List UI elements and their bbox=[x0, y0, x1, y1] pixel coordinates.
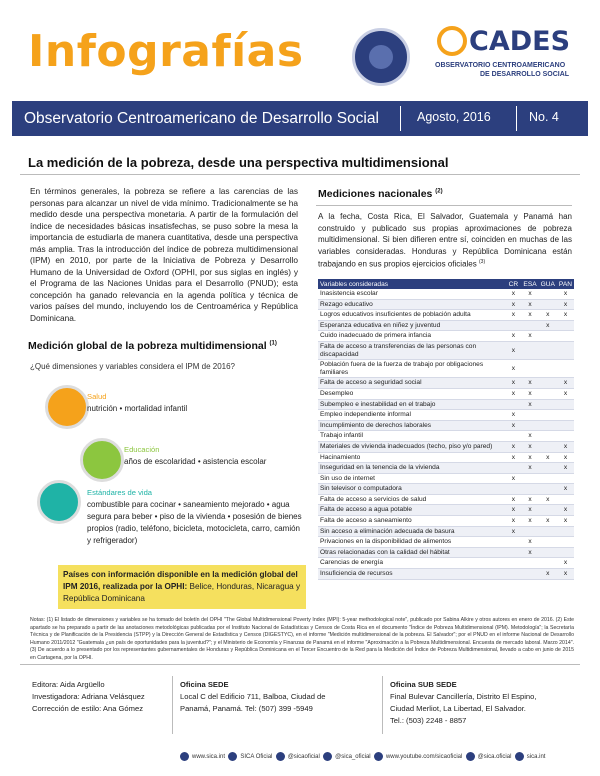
country-mark bbox=[505, 537, 521, 548]
country-mark bbox=[557, 526, 574, 537]
country-mark: x bbox=[557, 569, 574, 580]
table-header-cell: Variables consideradas bbox=[318, 279, 505, 289]
table-header-row bbox=[318, 279, 574, 289]
table-row bbox=[318, 320, 574, 331]
national-intro-sup: (3) bbox=[479, 259, 486, 265]
country-mark: x bbox=[505, 388, 521, 399]
country-mark: x bbox=[505, 452, 521, 463]
callout-text bbox=[63, 569, 303, 605]
national-divider bbox=[316, 205, 572, 206]
country-mark bbox=[539, 441, 557, 452]
variable-label: Sin acceso a eliminación adecuada de basura bbox=[318, 526, 505, 537]
country-mark: x bbox=[557, 516, 574, 527]
country-mark bbox=[505, 547, 521, 558]
sica-seal-icon bbox=[352, 28, 410, 86]
country-mark bbox=[557, 399, 574, 410]
country-mark: x bbox=[521, 299, 538, 310]
country-mark: x bbox=[557, 452, 574, 463]
social-link[interactable]: www.youtube.com/sicaoficial bbox=[374, 754, 462, 760]
variable-label: Sin uso de internet bbox=[318, 473, 505, 484]
country-mark bbox=[557, 341, 574, 359]
category-title-living-standards: Estándares de vida bbox=[87, 488, 153, 497]
country-mark bbox=[539, 547, 557, 558]
table-row bbox=[318, 399, 574, 410]
country-mark bbox=[521, 484, 538, 495]
country-mark: x bbox=[505, 360, 521, 378]
social-link[interactable]: sica.int bbox=[515, 754, 546, 760]
table-row bbox=[318, 420, 574, 431]
subsede-address-line: Ciudad Merliot, La Libertad, El Salvador. bbox=[390, 704, 526, 713]
country-mark: x bbox=[505, 494, 521, 505]
country-mark: x bbox=[505, 299, 521, 310]
country-mark bbox=[539, 505, 557, 516]
subsede-address-line: Tel.: (503) 2248 - 8857 bbox=[390, 716, 467, 725]
subsede-title: Oficina SUB SEDE bbox=[390, 680, 457, 689]
country-mark: x bbox=[505, 441, 521, 452]
table-row bbox=[318, 441, 574, 452]
country-mark: x bbox=[539, 320, 557, 331]
variable-label: Insuficiencia de recursos bbox=[318, 569, 505, 580]
country-mark: x bbox=[521, 388, 538, 399]
table-row bbox=[318, 526, 574, 537]
country-mark: x bbox=[539, 452, 557, 463]
table-row bbox=[318, 431, 574, 442]
variables-table bbox=[318, 279, 574, 580]
country-mark: x bbox=[505, 289, 521, 299]
table-row bbox=[318, 452, 574, 463]
global-heading bbox=[28, 340, 277, 352]
country-mark bbox=[505, 569, 521, 580]
intro-paragraph: En términos generales, la pobreza se refiere a las carencias de las personas para alcanzar un nivel de vida mínimo. Tradicionalmente se ha medido desde una perspectiva monetaria. A partir de la formulación del índice de necesidades básicas insatisfechas, se puso sobre la mesa la importancia de estudiarla de manera cuantitativa, desde una perspectiva más amplia. Tras la introducción del índice de pobreza multidimensional (IPM) en 2010, por parte de la Iniciativa de Pobreza y Desarrollo Humano de la Universidad de Oxford (OPHI, por sus siglas en inglés) y el Programa de las Naciones Unidas para el Desarrollo (PNUD); esta concepción ha ganado relevancia en la agenda política y técnica de varios países del mundo, incluyendo los de Centroamérica y República Dominicana. bbox=[30, 186, 298, 323]
variable-label: Esperanza educativa en niñez y juventud bbox=[318, 320, 505, 331]
table-row bbox=[318, 331, 574, 342]
living-standards-icon bbox=[37, 480, 81, 524]
category-items-education: años de escolaridad • asistencia escolar bbox=[124, 457, 267, 466]
country-mark: x bbox=[557, 505, 574, 516]
country-mark: x bbox=[505, 310, 521, 321]
countries-callout bbox=[58, 565, 306, 609]
country-mark: x bbox=[505, 473, 521, 484]
country-mark: x bbox=[505, 526, 521, 537]
sede-office bbox=[180, 679, 370, 715]
variable-label: Materiales de vivienda inadecuados (techo, piso y/o pared) bbox=[318, 441, 505, 452]
country-mark bbox=[539, 331, 557, 342]
table-row bbox=[318, 388, 574, 399]
table-row bbox=[318, 378, 574, 389]
country-mark: x bbox=[521, 378, 538, 389]
subsede-office bbox=[390, 679, 590, 727]
country-mark: x bbox=[557, 310, 574, 321]
table-row bbox=[318, 516, 574, 527]
country-mark: x bbox=[505, 420, 521, 431]
variable-label: Logros educativos insuficientes de población adulta bbox=[318, 310, 505, 321]
country-mark: x bbox=[539, 516, 557, 527]
social-link[interactable]: www.sica.int bbox=[180, 754, 225, 760]
web-icon bbox=[180, 752, 189, 761]
table-row bbox=[318, 463, 574, 474]
national-heading-text: Mediciones nacionales bbox=[318, 188, 433, 200]
country-mark bbox=[505, 463, 521, 474]
sede-title: Oficina SEDE bbox=[180, 680, 229, 689]
footer-divider bbox=[382, 676, 383, 734]
country-mark: x bbox=[521, 547, 538, 558]
variable-label: Cuido inadecuado de primera infancia bbox=[318, 331, 505, 342]
variable-label: Falta de acceso a seguridad social bbox=[318, 378, 505, 389]
category-title-health: Salud bbox=[87, 392, 107, 401]
health-dimension-icon bbox=[45, 385, 89, 429]
table-header-cell: CR bbox=[505, 279, 521, 289]
country-mark bbox=[521, 558, 538, 569]
country-mark: x bbox=[521, 537, 538, 548]
variable-label: Falta de acceso a saneamiento bbox=[318, 516, 505, 527]
variable-label: Otras relacionadas con la calidad del hábitat bbox=[318, 547, 505, 558]
country-mark bbox=[539, 399, 557, 410]
country-mark: x bbox=[505, 341, 521, 359]
table-row bbox=[318, 484, 574, 495]
country-mark: x bbox=[539, 494, 557, 505]
variable-label: Inseguridad en la tenencia de la vivienda bbox=[318, 463, 505, 474]
main-title: La medición de la pobreza, desde una perspectiva multidimensional bbox=[28, 155, 449, 170]
variable-label: Población fuera de la fuerza de trabajo por obligaciones familiares bbox=[318, 360, 505, 378]
country-mark bbox=[521, 420, 538, 431]
national-heading bbox=[318, 188, 443, 200]
education-dimension-icon bbox=[80, 438, 124, 482]
social-link[interactable]: @sica_oficial bbox=[323, 754, 370, 760]
variable-label: Falta de acceso a servicios de salud bbox=[318, 494, 505, 505]
country-mark bbox=[557, 547, 574, 558]
banner-divider bbox=[516, 106, 517, 131]
country-mark: x bbox=[505, 378, 521, 389]
country-mark bbox=[539, 558, 557, 569]
social-link[interactable]: @sicaoficial bbox=[276, 754, 320, 760]
logo-subtitle-line2: DE DESARROLLO SOCIAL bbox=[480, 71, 570, 78]
country-mark bbox=[539, 484, 557, 495]
category-items-living-standards: combustible para cocinar • saneamiento mejorado • agua segura para beber • piso de la vivienda • posesión de bienes propios (radio, teléfono, bicicleta, motocicleta, carro, camión y refrigerador) bbox=[87, 500, 302, 545]
table-row bbox=[318, 473, 574, 484]
credit-researcher: Investigadora: Adriana Velásquez bbox=[32, 692, 145, 701]
logo-subtitle-line1: OBSERVATORIO CENTROAMERICANO bbox=[435, 62, 566, 69]
country-mark bbox=[505, 484, 521, 495]
country-mark: x bbox=[521, 452, 538, 463]
variable-label: Rezago educativo bbox=[318, 299, 505, 310]
country-mark bbox=[521, 341, 538, 359]
country-mark bbox=[557, 420, 574, 431]
country-mark: x bbox=[539, 310, 557, 321]
country-mark: x bbox=[521, 399, 538, 410]
country-mark bbox=[521, 526, 538, 537]
country-mark: x bbox=[557, 388, 574, 399]
credit-editor: Editora: Aida Argüello bbox=[32, 680, 105, 689]
callout-bold-text: Países con información disponible en la medición global del IPM 2016, realizada por la OPHI: bbox=[63, 570, 298, 591]
country-mark bbox=[539, 289, 557, 299]
sede-address-line: Panamá, Panamá. Tel: (507) 399 -5949 bbox=[180, 704, 313, 713]
global-heading-sup: (1) bbox=[269, 340, 277, 347]
brand-title: Infografías bbox=[28, 26, 304, 77]
footnotes: Notas: (1) El listado de dimensiones y variables se ha tomado del boletín del OPHI "The Global Multidimensional Poverty Index (MPI): 5-year methodological note", publicado por Sabina Alkire y otros autores en enero de 2016. (2) Este apartado se ha preparado a partir de las anotaciones metodológicas publicadas por el Instituto Nacional de Estadísticas y Censos de Costa Rica en el documento "Índice de Pobreza Multidimensional (IPM). Metodología"; la Secretaría Técnica y de Planificación de la Presidencia (STPP) y la Dirección General de Estadística y Censos (DIGESTYC), en el informe "Medición multidimensional de la pobreza. El Salvador"; por el PNUD en el informe Nacional de Desarrollo Humano 2011/2012 "Guatemala ¿un país de oportunidades para la juventud?"; y el Ministerio de Economía y Finanzas de Panamá en el informe "Aproximación a la Pobreza Multidimensional. Encuesta de mercado laboral. Marzo 2014". (3) De acuerdo a lo presentado por los representantes gubernamentales de Honduras y República Dominicana en el Tercer Encuentro de la Red para la Medición del Índice de Pobreza Multidimensional, llevado a cabo en junio de 2015 en Cartagena, por la OPHI. bbox=[30, 617, 574, 661]
notes-divider bbox=[20, 664, 580, 665]
country-mark bbox=[539, 299, 557, 310]
country-mark bbox=[539, 388, 557, 399]
dimensions-question: ¿Qué dimensiones y variables considera el IPM de 2016? bbox=[30, 362, 235, 371]
country-mark: x bbox=[557, 441, 574, 452]
country-mark: x bbox=[521, 289, 538, 299]
country-mark bbox=[557, 537, 574, 548]
country-mark bbox=[557, 473, 574, 484]
banner-divider bbox=[400, 106, 401, 131]
variable-label: Inasistencia escolar bbox=[318, 289, 505, 299]
email-icon bbox=[515, 752, 524, 761]
country-mark: x bbox=[521, 331, 538, 342]
variable-label: Trabajo infantil bbox=[318, 431, 505, 442]
table-header-cell: GUA bbox=[540, 280, 555, 288]
national-heading-sup: (2) bbox=[435, 188, 443, 195]
social-link[interactable]: SICA Oficial bbox=[228, 754, 272, 760]
country-mark bbox=[539, 431, 557, 442]
banner-number: No. 4 bbox=[529, 110, 559, 124]
variable-label: Hacinamiento bbox=[318, 452, 505, 463]
country-mark bbox=[505, 399, 521, 410]
table-row bbox=[318, 505, 574, 516]
country-mark: x bbox=[521, 310, 538, 321]
footer-divider bbox=[172, 676, 173, 734]
category-title-education: Educación bbox=[124, 445, 160, 454]
country-mark: x bbox=[521, 431, 538, 442]
country-mark: x bbox=[505, 505, 521, 516]
country-mark: x bbox=[557, 378, 574, 389]
facebook-icon bbox=[228, 752, 237, 761]
country-mark: x bbox=[505, 331, 521, 342]
logo-name: CADES bbox=[469, 26, 571, 57]
title-divider bbox=[20, 174, 580, 175]
table-row bbox=[318, 547, 574, 558]
instagram-icon bbox=[323, 752, 332, 761]
country-mark bbox=[539, 410, 557, 421]
table-row bbox=[318, 410, 574, 421]
country-mark bbox=[557, 494, 574, 505]
social-links-bar bbox=[180, 752, 580, 768]
credits bbox=[32, 679, 172, 715]
country-mark: x bbox=[539, 569, 557, 580]
table-row bbox=[318, 569, 574, 580]
country-mark bbox=[505, 431, 521, 442]
social-link[interactable]: @sica.oficial bbox=[466, 754, 512, 760]
country-mark: x bbox=[505, 516, 521, 527]
country-mark bbox=[505, 558, 521, 569]
country-mark bbox=[539, 420, 557, 431]
country-mark: x bbox=[521, 505, 538, 516]
country-mark: x bbox=[521, 494, 538, 505]
country-mark bbox=[557, 360, 574, 378]
country-mark: x bbox=[521, 463, 538, 474]
banner bbox=[12, 101, 588, 136]
country-mark bbox=[557, 331, 574, 342]
country-mark: x bbox=[557, 289, 574, 299]
country-mark: x bbox=[557, 484, 574, 495]
variable-label: Desempleo bbox=[318, 388, 505, 399]
table-row bbox=[318, 289, 574, 299]
country-mark bbox=[539, 537, 557, 548]
subsede-address-line: Final Bulevar Cancillería, Distrito El Espino, bbox=[390, 692, 537, 701]
country-mark bbox=[557, 431, 574, 442]
credit-copyeditor: Corrección de estilo: Ana Gómez bbox=[32, 704, 144, 713]
variable-label: Privaciones en la disponibilidad de alimentos bbox=[318, 537, 505, 548]
country-mark bbox=[505, 320, 521, 331]
country-mark bbox=[539, 463, 557, 474]
table-row bbox=[318, 537, 574, 548]
country-mark bbox=[539, 341, 557, 359]
variable-label: Incumplimiento de derechos laborales bbox=[318, 420, 505, 431]
country-mark: x bbox=[505, 410, 521, 421]
country-mark bbox=[521, 410, 538, 421]
variable-label: Empleo independiente informal bbox=[318, 410, 505, 421]
twitter-icon bbox=[276, 752, 285, 761]
country-mark bbox=[557, 410, 574, 421]
flickr-icon bbox=[466, 752, 475, 761]
table-row bbox=[318, 558, 574, 569]
table-row bbox=[318, 494, 574, 505]
banner-date: Agosto, 2016 bbox=[417, 110, 491, 124]
country-mark bbox=[539, 526, 557, 537]
variable-label: Falta de acceso a transferencias de las personas con discapacidad bbox=[318, 341, 505, 359]
country-mark: x bbox=[521, 516, 538, 527]
national-intro-text: A la fecha, Costa Rica, El Salvador, Guatemala y Panamá han construido y publicado sus propias aproximaciones de pobreza multidimensional. Si bien difieren entre sí, coinciden en muchas de las variables consideradas. Honduras y República Dominicana están trabajando en sus propios ejercicios oficiales bbox=[318, 212, 572, 269]
category-items-health: nutrición • mortalidad infantil bbox=[87, 404, 188, 413]
sede-address-line: Local C del Edificio 711, Balboa, Ciudad de bbox=[180, 692, 326, 701]
variable-label: Falta de acceso a agua potable bbox=[318, 505, 505, 516]
country-mark bbox=[521, 320, 538, 331]
country-mark bbox=[539, 473, 557, 484]
table-row bbox=[318, 299, 574, 310]
table-row bbox=[318, 310, 574, 321]
country-mark: x bbox=[521, 441, 538, 452]
country-mark bbox=[521, 473, 538, 484]
country-mark: x bbox=[557, 558, 574, 569]
variable-label: Subempleo e inestabilidad en el trabajo bbox=[318, 399, 505, 410]
country-mark bbox=[539, 378, 557, 389]
table-row bbox=[318, 360, 574, 378]
national-intro bbox=[318, 211, 572, 270]
country-mark: x bbox=[557, 299, 574, 310]
country-mark bbox=[521, 569, 538, 580]
table-header-cell: ESA bbox=[523, 280, 537, 288]
country-mark: x bbox=[557, 463, 574, 474]
global-heading-text: Medición global de la pobreza multidimensional bbox=[28, 340, 267, 352]
banner-title: Observatorio Centroamericano de Desarrollo Social bbox=[24, 110, 379, 127]
country-mark bbox=[557, 320, 574, 331]
table-header-cell: PAN bbox=[558, 280, 572, 288]
country-mark bbox=[521, 360, 538, 378]
callout-countries: Belice, Honduras, Nicaragua y República Dominicana bbox=[63, 582, 301, 603]
magnifier-logo-icon bbox=[437, 26, 467, 56]
youtube-icon bbox=[374, 752, 383, 761]
table-row bbox=[318, 341, 574, 359]
country-mark bbox=[539, 360, 557, 378]
variable-label: Sin televisor o computadora bbox=[318, 484, 505, 495]
variable-label: Carencias de energía bbox=[318, 558, 505, 569]
